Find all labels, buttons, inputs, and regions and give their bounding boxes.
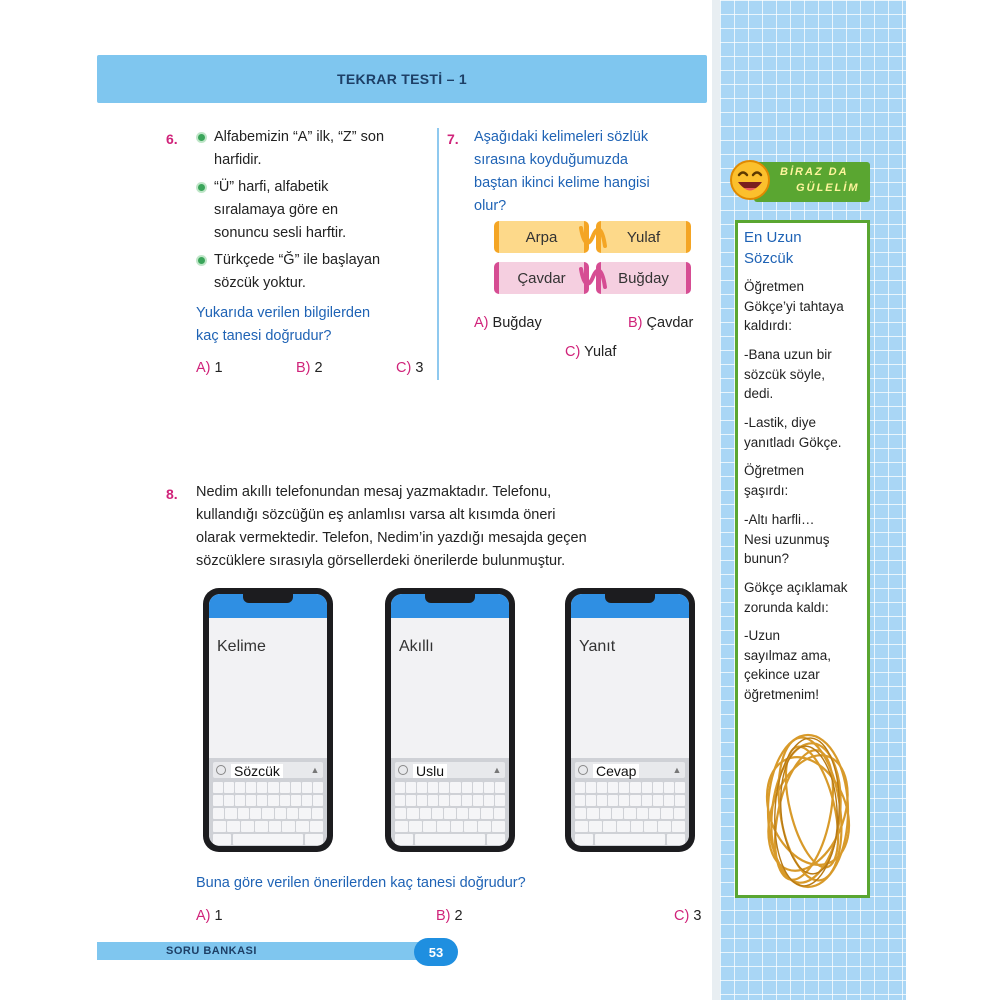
keyboard [391, 758, 509, 846]
phone-screen [209, 594, 327, 846]
q7-choice-c[interactable]: C) Yulaf [565, 344, 617, 360]
joke-paragraph: -Uzun sayılmaz ama, çekince uzar öğretmenim! [744, 628, 832, 702]
laughing-face-icon [728, 158, 772, 202]
q6-statement-2: “Ü” harfi, alfabetik sıralamaya göre en sonuncu sesli harftir. [214, 179, 347, 241]
q7-choice-b[interactable]: B) Çavdar [628, 315, 694, 331]
q6-choice-b[interactable]: B) 2 [296, 360, 323, 376]
footer-label: SORU BANKASI [166, 945, 257, 957]
bullet-icon [196, 255, 207, 266]
q7-question: Aşağıdaki kelimeleri sözlük sırasına koyduğumuzda baştan ikinci kelime hangisi olur? [474, 129, 650, 214]
word-chip-arpa: Arpa [494, 221, 589, 253]
joke-paragraph: -Bana uzun bir sözcük söyle, dedi. [744, 347, 832, 401]
suggestion-word: Cevap [593, 764, 639, 778]
connector-icon [578, 224, 608, 250]
mic-icon [398, 765, 408, 775]
joke-paragraph: Öğretmen şaşırdı: [744, 463, 805, 498]
keyboard [209, 758, 327, 846]
q6-choice-c[interactable]: C) 3 [396, 360, 424, 376]
typed-word: Yanıt [579, 638, 616, 655]
side-panel-edge [712, 0, 720, 1000]
column-divider [437, 128, 439, 380]
arrow-up-icon: ▲ [672, 765, 682, 775]
q8-question: Buna göre verilen önerilerden kaç tanesi doğrudur? [196, 875, 526, 891]
badge-line-2: GÜLELİM [796, 182, 860, 194]
q7-choice-a[interactable]: A) Buğday [474, 315, 542, 331]
word-chip-yulaf: Yulaf [596, 221, 691, 253]
connector-icon [578, 265, 608, 291]
phone-3 [565, 588, 695, 852]
typed-word: Kelime [217, 638, 266, 655]
arrow-up-icon: ▲ [310, 765, 320, 775]
q8-choice-a[interactable]: A) 1 [196, 908, 223, 924]
mic-icon [578, 765, 588, 775]
joke-paragraph: -Altı harfli… Nesi uzunmuş bunun? [744, 512, 830, 566]
joke-title: En Uzun Sözcük [744, 229, 802, 267]
word-chip-cavdar: Çavdar [494, 262, 589, 294]
suggestion-word: Uslu [413, 764, 447, 778]
joke-paragraph: Öğretmen Gökçe’yi tahtaya kaldırdı: [744, 279, 844, 333]
q8-text: Nedim akıllı telefonundan mesaj yazmaktadır. Telefonu, kullandığı sözcüğün eş anlamlısı varsa alt kısımda öneri olarak vermektedir. Telefon, Nedim’in yazdığı mesajda geçen sözcüklere sırasıyla görsellerdeki önerilerde bulunmuştur. [196, 484, 587, 569]
phone-1 [203, 588, 333, 852]
badge-line-1: BİRAZ DA [780, 166, 849, 178]
footer-bar [97, 942, 437, 960]
q6-statement-1: Alfabemizin “A” ilk, “Z” son harfidir. [214, 129, 385, 168]
phone-screen [391, 594, 509, 846]
question-6-number: 6. [166, 131, 178, 147]
header-banner [97, 55, 707, 103]
q6-statement-3: Türkçede “Ğ” ile başlayan sözcük yoktur. [214, 252, 381, 291]
q6-question: Yukarıda verilen bilgilerden kaç tanesi doğrudur? [196, 305, 371, 344]
phone-screen [571, 594, 689, 846]
question-7-number: 7. [447, 131, 459, 147]
question-8-number: 8. [166, 486, 178, 502]
arrow-up-icon: ▲ [492, 765, 502, 775]
rubber-band-image [758, 723, 858, 893]
keyboard [571, 758, 689, 846]
joke-paragraph: Gökçe açıklamak zorunda kaldı: [744, 580, 848, 615]
bullet-icon [196, 132, 207, 143]
page-title: TEKRAR TESTİ – 1 [336, 71, 468, 87]
page-number: 53 [414, 938, 458, 966]
bullet-icon [196, 182, 207, 193]
suggestion-word: Sözcük [231, 764, 283, 778]
mic-icon [216, 765, 226, 775]
joke-paragraph: -Lastik, diye yanıtladı Gökçe. [744, 415, 842, 450]
q8-choice-b[interactable]: B) 2 [436, 908, 463, 924]
q6-choice-a[interactable]: A) 1 [196, 360, 223, 376]
typed-word: Akıllı [399, 638, 434, 655]
joke-box [735, 220, 870, 898]
q8-choice-c[interactable]: C) 3 [674, 908, 702, 924]
fun-badge [728, 158, 870, 204]
word-chip-bugday: Buğday [596, 262, 691, 294]
phone-2 [385, 588, 515, 852]
